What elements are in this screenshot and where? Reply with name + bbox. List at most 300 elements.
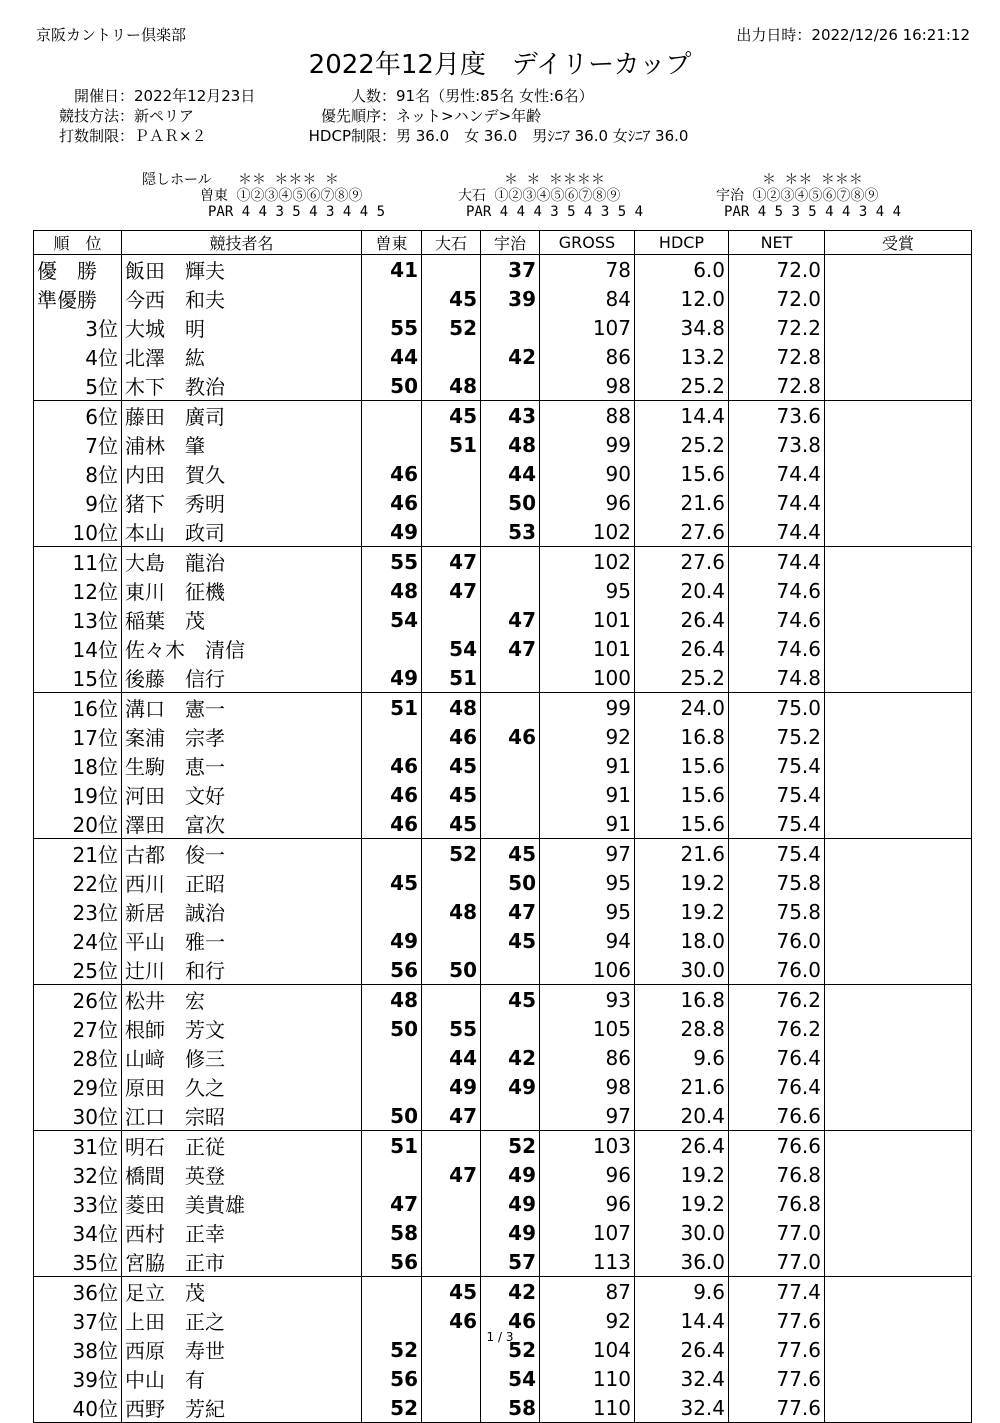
- table-row: [34, 780, 972, 809]
- rank-cell: 4位: [34, 342, 122, 371]
- rank-cell: 38位: [34, 1335, 122, 1364]
- rank-cell: 35位: [34, 1247, 122, 1277]
- count-value: 91名（男性:85名 女性:6名）: [396, 87, 594, 105]
- gross-cell: 101: [540, 605, 635, 634]
- rank-cell: 9位: [34, 488, 122, 517]
- net-cell: 74.4: [729, 459, 825, 488]
- player-name-cell: 猪下 秀明: [122, 488, 362, 517]
- score-oishi-cell: [422, 255, 481, 285]
- score-sotou-cell: 55: [362, 313, 422, 342]
- hdcp-cell: 15.6: [635, 751, 729, 780]
- award-cell: [825, 1218, 972, 1247]
- score-oishi-cell: [422, 342, 481, 371]
- score-uji-cell: [481, 751, 540, 780]
- gross-cell: 110: [540, 1393, 635, 1423]
- table-row: [34, 1189, 972, 1218]
- player-name-cell: 稲葉 茂: [122, 605, 362, 634]
- hdcp-cell: 15.6: [635, 809, 729, 839]
- gross-cell: 99: [540, 693, 635, 723]
- player-name-cell: 菱田 美貴雄: [122, 1189, 362, 1218]
- rank-cell: 優 勝: [34, 255, 122, 285]
- score-sotou-cell: 56: [362, 1247, 422, 1277]
- table-row: [34, 839, 972, 869]
- hdcp-cell: 26.4: [635, 605, 729, 634]
- net-cell: 77.6: [729, 1393, 825, 1423]
- header-net: NET: [729, 231, 825, 255]
- player-name-cell: 平山 雅一: [122, 926, 362, 955]
- hdcp-cell: 16.8: [635, 985, 729, 1015]
- score-oishi-cell: 46: [422, 1306, 481, 1335]
- gross-cell: 92: [540, 722, 635, 751]
- award-cell: [825, 605, 972, 634]
- player-name-cell: 江口 宗昭: [122, 1101, 362, 1131]
- award-cell: [825, 1014, 972, 1043]
- score-uji-cell: 47: [481, 605, 540, 634]
- rank-cell: 16位: [34, 693, 122, 723]
- rank-cell: 12位: [34, 576, 122, 605]
- output-datetime: 出力日時：2022/12/26 16:21:12: [736, 26, 970, 44]
- hidden-holes-label: 隠しホール: [142, 172, 212, 188]
- page-title: 2022年12月度 デイリーカップ: [308, 50, 692, 80]
- award-cell: [825, 839, 972, 869]
- gross-cell: 106: [540, 955, 635, 985]
- table-row: [34, 576, 972, 605]
- award-cell: [825, 576, 972, 605]
- player-name-cell: 古都 俊一: [122, 839, 362, 869]
- table-row: [34, 809, 972, 839]
- player-name-cell: 案浦 宗孝: [122, 722, 362, 751]
- net-cell: 76.4: [729, 1072, 825, 1101]
- score-sotou-cell: 49: [362, 517, 422, 547]
- player-name-cell: 橋間 英登: [122, 1160, 362, 1189]
- score-oishi-cell: [422, 1393, 481, 1423]
- player-name-cell: 後藤 信行: [122, 663, 362, 693]
- score-oishi-cell: 52: [422, 839, 481, 869]
- player-name-cell: 本山 政司: [122, 517, 362, 547]
- player-name-cell: 辻川 和行: [122, 955, 362, 985]
- net-cell: 76.8: [729, 1189, 825, 1218]
- award-cell: [825, 547, 972, 577]
- net-cell: 74.4: [729, 547, 825, 577]
- score-oishi-cell: 55: [422, 1014, 481, 1043]
- gross-cell: 107: [540, 313, 635, 342]
- hdcp-cell: 16.8: [635, 722, 729, 751]
- player-name-cell: 西川 正昭: [122, 868, 362, 897]
- hdcp-cell: 13.2: [635, 342, 729, 371]
- gross-cell: 86: [540, 342, 635, 371]
- gross-cell: 88: [540, 401, 635, 431]
- award-cell: [825, 284, 972, 313]
- club-name: 京阪カントリー倶楽部: [36, 26, 187, 44]
- net-cell: 76.0: [729, 955, 825, 985]
- table-row: [34, 488, 972, 517]
- hdcp-cell: 32.4: [635, 1393, 729, 1423]
- hdcp-limit-label: HDCP制限：: [308, 127, 396, 145]
- score-sotou-cell: 46: [362, 459, 422, 488]
- table-row: [34, 401, 972, 431]
- par-label: PAR: [724, 204, 750, 220]
- player-name-cell: 大城 明: [122, 313, 362, 342]
- score-sotou-cell: 56: [362, 955, 422, 985]
- award-cell: [825, 809, 972, 839]
- score-sotou-cell: 51: [362, 693, 422, 723]
- score-uji-cell: 49: [481, 1160, 540, 1189]
- hdcp-cell: 15.6: [635, 780, 729, 809]
- score-sotou-cell: [362, 1160, 422, 1189]
- hdcp-cell: 30.0: [635, 955, 729, 985]
- rank-cell: 39位: [34, 1364, 122, 1393]
- player-name-cell: 山﨑 修三: [122, 1043, 362, 1072]
- score-sotou-cell: 41: [362, 255, 422, 285]
- gross-cell: 91: [540, 809, 635, 839]
- award-cell: [825, 371, 972, 401]
- score-sotou-cell: 45: [362, 868, 422, 897]
- table-row: [34, 868, 972, 897]
- score-uji-cell: [481, 371, 540, 401]
- award-cell: [825, 517, 972, 547]
- net-cell: 75.4: [729, 839, 825, 869]
- gross-cell: 97: [540, 839, 635, 869]
- hdcp-cell: 20.4: [635, 1101, 729, 1131]
- table-row: [34, 1277, 972, 1307]
- score-oishi-cell: [422, 605, 481, 634]
- award-cell: [825, 722, 972, 751]
- award-cell: [825, 255, 972, 285]
- score-uji-cell: 49: [481, 1072, 540, 1101]
- award-cell: [825, 955, 972, 985]
- score-uji-cell: 42: [481, 342, 540, 371]
- table-row: [34, 1393, 972, 1423]
- player-name-cell: 内田 賀久: [122, 459, 362, 488]
- score-uji-cell: 46: [481, 1306, 540, 1335]
- gross-cell: 97: [540, 1101, 635, 1131]
- gross-cell: 96: [540, 1160, 635, 1189]
- award-cell: [825, 926, 972, 955]
- rank-cell: 18位: [34, 751, 122, 780]
- gross-cell: 101: [540, 634, 635, 663]
- award-cell: [825, 430, 972, 459]
- rank-cell: 36位: [34, 1277, 122, 1307]
- score-sotou-cell: 49: [362, 663, 422, 693]
- table-row: [34, 985, 972, 1015]
- rank-cell: 22位: [34, 868, 122, 897]
- score-sotou-cell: [362, 1072, 422, 1101]
- hdcp-cell: 32.4: [635, 1364, 729, 1393]
- score-oishi-cell: 44: [422, 1043, 481, 1072]
- table-row: [34, 605, 972, 634]
- table-row: [34, 371, 972, 401]
- method-value: 新ペリア: [134, 107, 195, 125]
- score-sotou-cell: 48: [362, 576, 422, 605]
- score-uji-cell: [481, 313, 540, 342]
- gross-cell: 91: [540, 751, 635, 780]
- player-name-cell: 中山 有: [122, 1364, 362, 1393]
- score-sotou-cell: 54: [362, 605, 422, 634]
- priority-value: ネット>ハンデ>年齢: [396, 107, 542, 125]
- score-oishi-cell: 47: [422, 576, 481, 605]
- award-cell: [825, 751, 972, 780]
- rank-cell: 34位: [34, 1218, 122, 1247]
- rank-cell: 13位: [34, 605, 122, 634]
- score-sotou-cell: [362, 839, 422, 869]
- score-uji-cell: 57: [481, 1247, 540, 1277]
- rank-cell: 26位: [34, 985, 122, 1015]
- net-cell: 77.0: [729, 1247, 825, 1277]
- header-award: 受賞: [825, 231, 972, 255]
- par-label: PAR: [466, 204, 492, 220]
- hdcp-cell: 21.6: [635, 839, 729, 869]
- score-sotou-cell: 44: [362, 342, 422, 371]
- net-cell: 72.0: [729, 284, 825, 313]
- rank-cell: 5位: [34, 371, 122, 401]
- player-name-cell: 藤田 廣司: [122, 401, 362, 431]
- hdcp-cell: 21.6: [635, 488, 729, 517]
- hdcp-cell: 21.6: [635, 1072, 729, 1101]
- score-oishi-cell: 47: [422, 547, 481, 577]
- table-row: [34, 255, 972, 285]
- header-player-name: 競技者名: [122, 231, 362, 255]
- score-uji-cell: [481, 809, 540, 839]
- table-row: [34, 693, 972, 723]
- score-oishi-cell: 48: [422, 897, 481, 926]
- gross-cell: 107: [540, 1218, 635, 1247]
- score-oishi-cell: 45: [422, 809, 481, 839]
- method-label: 競技方法：: [58, 107, 134, 125]
- net-cell: 74.4: [729, 517, 825, 547]
- rank-cell: 15位: [34, 663, 122, 693]
- net-cell: 74.8: [729, 663, 825, 693]
- award-cell: [825, 1189, 972, 1218]
- player-name-cell: 大島 龍治: [122, 547, 362, 577]
- score-uji-cell: 52: [481, 1131, 540, 1161]
- score-oishi-cell: [422, 985, 481, 1015]
- award-cell: [825, 1160, 972, 1189]
- net-cell: 72.0: [729, 255, 825, 285]
- score-uji-cell: 45: [481, 985, 540, 1015]
- net-cell: 76.8: [729, 1160, 825, 1189]
- gross-cell: 87: [540, 1277, 635, 1307]
- table-row: [34, 517, 972, 547]
- gross-cell: 91: [540, 780, 635, 809]
- hdcp-cell: 19.2: [635, 1189, 729, 1218]
- table-row: [34, 1364, 972, 1393]
- score-oishi-cell: 51: [422, 430, 481, 459]
- score-uji-cell: [481, 576, 540, 605]
- hdcp-cell: 25.2: [635, 663, 729, 693]
- score-uji-cell: 52: [481, 1335, 540, 1364]
- score-sotou-cell: [362, 430, 422, 459]
- net-cell: 76.0: [729, 926, 825, 955]
- hdcp-cell: 15.6: [635, 459, 729, 488]
- award-cell: [825, 780, 972, 809]
- player-name-cell: 生駒 恵一: [122, 751, 362, 780]
- player-name-cell: 河田 文好: [122, 780, 362, 809]
- net-cell: 72.8: [729, 371, 825, 401]
- gross-cell: 86: [540, 1043, 635, 1072]
- award-cell: [825, 342, 972, 371]
- rank-cell: 8位: [34, 459, 122, 488]
- score-oishi-cell: [422, 517, 481, 547]
- net-cell: 76.4: [729, 1043, 825, 1072]
- score-uji-cell: 45: [481, 839, 540, 869]
- net-cell: 76.2: [729, 1014, 825, 1043]
- award-cell: [825, 868, 972, 897]
- hdcp-cell: 12.0: [635, 284, 729, 313]
- course-block-sotou: [200, 172, 385, 220]
- date-value: 2022年12月23日: [134, 87, 256, 105]
- score-oishi-cell: 47: [422, 1101, 481, 1131]
- par-label: PAR: [208, 204, 234, 220]
- award-cell: [825, 1101, 972, 1131]
- table-row: [34, 897, 972, 926]
- score-uji-cell: 37: [481, 255, 540, 285]
- hole-numbers: ①②③④⑤⑥⑦⑧⑨: [236, 188, 363, 204]
- player-name-cell: 西原 寿世: [122, 1335, 362, 1364]
- header-gross: GROSS: [540, 231, 635, 255]
- score-uji-cell: 47: [481, 897, 540, 926]
- score-oishi-cell: 45: [422, 401, 481, 431]
- gross-cell: 110: [540, 1364, 635, 1393]
- score-uji-cell: 39: [481, 284, 540, 313]
- table-row: [34, 1218, 972, 1247]
- net-cell: 77.6: [729, 1364, 825, 1393]
- player-name-cell: 上田 正之: [122, 1306, 362, 1335]
- table-header-row: [34, 231, 972, 255]
- hdcp-cell: 20.4: [635, 576, 729, 605]
- player-name-cell: 澤田 富次: [122, 809, 362, 839]
- score-oishi-cell: 45: [422, 751, 481, 780]
- score-oishi-cell: 50: [422, 955, 481, 985]
- gross-cell: 90: [540, 459, 635, 488]
- award-cell: [825, 488, 972, 517]
- table-row: [34, 459, 972, 488]
- score-oishi-cell: [422, 868, 481, 897]
- net-cell: 77.0: [729, 1218, 825, 1247]
- rank-cell: 33位: [34, 1189, 122, 1218]
- priority-label: 優先順序：: [320, 107, 396, 125]
- award-cell: [825, 985, 972, 1015]
- gross-cell: 98: [540, 1072, 635, 1101]
- hdcp-cell: 19.2: [635, 868, 729, 897]
- player-name-cell: 西村 正幸: [122, 1218, 362, 1247]
- hdcp-cell: 14.4: [635, 401, 729, 431]
- hdcp-cell: 26.4: [635, 1131, 729, 1161]
- rank-cell: 10位: [34, 517, 122, 547]
- hdcp-cell: 36.0: [635, 1247, 729, 1277]
- score-uji-cell: [481, 1101, 540, 1131]
- gross-cell: 78: [540, 255, 635, 285]
- par-values: 4 5 3 5 4 4 3 4 4: [757, 204, 902, 220]
- score-uji-cell: 47: [481, 634, 540, 663]
- score-uji-cell: [481, 780, 540, 809]
- table-row: [34, 1014, 972, 1043]
- hdcp-cell: 14.4: [635, 1306, 729, 1335]
- header-course-sotou: 曽東: [362, 231, 422, 255]
- gross-cell: 95: [540, 576, 635, 605]
- award-cell: [825, 1393, 972, 1423]
- results-table: [33, 230, 972, 1423]
- header-hdcp: HDCP: [635, 231, 729, 255]
- hidden-stars: ＊ ＊＊ ＊＊＊: [762, 172, 863, 188]
- net-cell: 75.8: [729, 897, 825, 926]
- score-sotou-cell: 58: [362, 1218, 422, 1247]
- score-sotou-cell: [362, 1043, 422, 1072]
- table-row: [34, 547, 972, 577]
- score-sotou-cell: 52: [362, 1335, 422, 1364]
- award-cell: [825, 1247, 972, 1277]
- rank-cell: 24位: [34, 926, 122, 955]
- gross-cell: 93: [540, 985, 635, 1015]
- score-uji-cell: 54: [481, 1364, 540, 1393]
- rank-cell: 25位: [34, 955, 122, 985]
- net-cell: 76.2: [729, 985, 825, 1015]
- rank-cell: 30位: [34, 1101, 122, 1131]
- hidden-stars: ＊＊ ＊＊＊ ＊: [238, 172, 339, 188]
- player-name-cell: 新居 誠治: [122, 897, 362, 926]
- score-oishi-cell: [422, 1131, 481, 1161]
- rank-cell: 20位: [34, 809, 122, 839]
- table-row: [34, 1160, 972, 1189]
- score-sotou-cell: [362, 897, 422, 926]
- net-cell: 76.6: [729, 1101, 825, 1131]
- gross-cell: 84: [540, 284, 635, 313]
- net-cell: 74.4: [729, 488, 825, 517]
- score-oishi-cell: 47: [422, 1160, 481, 1189]
- rank-cell: 37位: [34, 1306, 122, 1335]
- score-oishi-cell: 45: [422, 780, 481, 809]
- player-name-cell: 北澤 紘: [122, 342, 362, 371]
- score-uji-cell: 46: [481, 722, 540, 751]
- rank-cell: 11位: [34, 547, 122, 577]
- hdcp-cell: 9.6: [635, 1043, 729, 1072]
- gross-cell: 94: [540, 926, 635, 955]
- award-cell: [825, 1072, 972, 1101]
- rank-cell: 29位: [34, 1072, 122, 1101]
- score-oishi-cell: [422, 459, 481, 488]
- hdcp-cell: 18.0: [635, 926, 729, 955]
- table-row: [34, 1043, 972, 1072]
- course-name: 宇治: [716, 188, 744, 204]
- score-sotou-cell: 46: [362, 751, 422, 780]
- score-uji-cell: 49: [481, 1189, 540, 1218]
- score-uji-cell: [481, 1014, 540, 1043]
- player-name-cell: 浦林 肇: [122, 430, 362, 459]
- gross-cell: 92: [540, 1306, 635, 1335]
- rank-cell: 3位: [34, 313, 122, 342]
- score-sotou-cell: [362, 401, 422, 431]
- award-cell: [825, 459, 972, 488]
- score-uji-cell: 42: [481, 1043, 540, 1072]
- player-name-cell: 根師 芳文: [122, 1014, 362, 1043]
- player-name-cell: 東川 征機: [122, 576, 362, 605]
- gross-cell: 96: [540, 488, 635, 517]
- player-name-cell: 足立 茂: [122, 1277, 362, 1307]
- header-course-oishi: 大石: [422, 231, 481, 255]
- score-uji-cell: 53: [481, 517, 540, 547]
- score-uji-cell: [481, 955, 540, 985]
- award-cell: [825, 1043, 972, 1072]
- hdcp-cell: 26.4: [635, 1335, 729, 1364]
- player-name-cell: 木下 教治: [122, 371, 362, 401]
- rank-cell: 40位: [34, 1393, 122, 1423]
- gross-cell: 98: [540, 371, 635, 401]
- award-cell: [825, 1131, 972, 1161]
- hdcp-cell: 27.6: [635, 517, 729, 547]
- award-cell: [825, 401, 972, 431]
- par-values: 4 4 4 3 5 4 3 5 4: [499, 204, 644, 220]
- gross-cell: 104: [540, 1335, 635, 1364]
- score-sotou-cell: 50: [362, 1014, 422, 1043]
